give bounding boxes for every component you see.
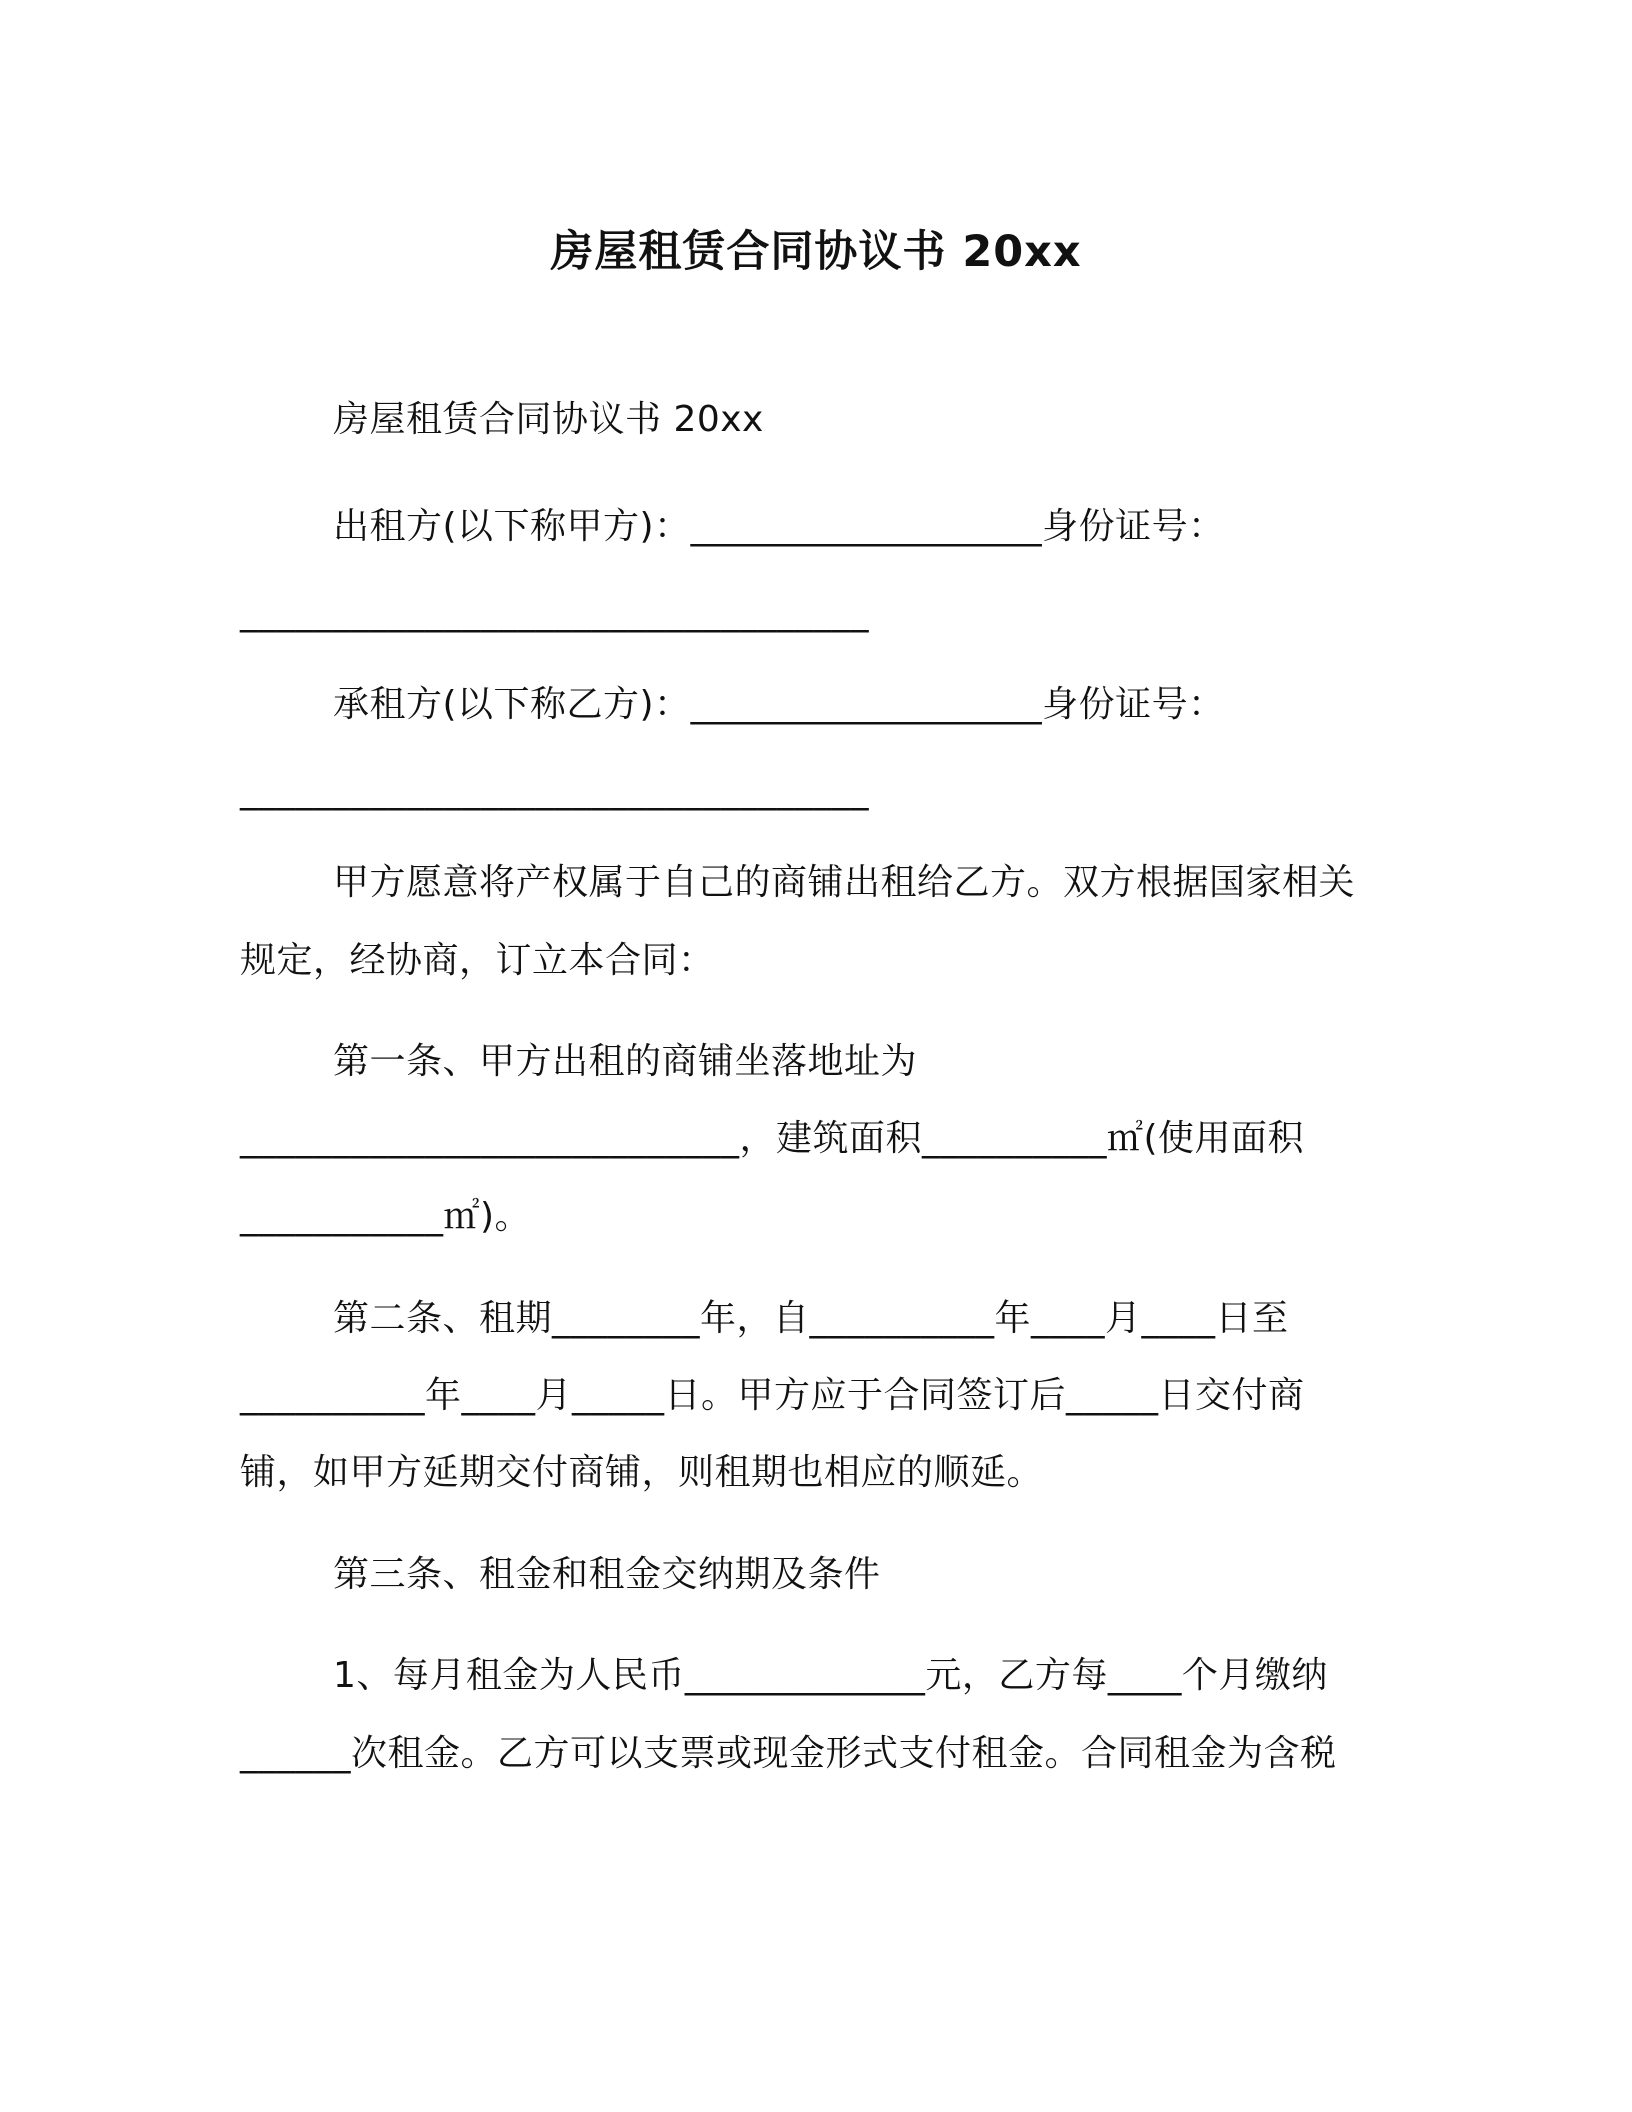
doc-line-subtitle: 房屋租赁合同协议书 20xx xyxy=(333,399,764,440)
doc-line-article-1-area: ___________㎡)。 xyxy=(240,1196,532,1237)
doc-line-article-2-dates: __________年____月_____日。甲方应于合同签订后_____日交付商 xyxy=(240,1375,1305,1416)
doc-line-article-2-delay: 铺，如甲方延期交付商铺，则租期也相应的顺延。 xyxy=(240,1452,1044,1493)
doc-line-preamble-2: 规定，经协商，订立本合同： xyxy=(240,940,715,981)
doc-line-article-1-address: ___________________________，建筑面积__________㎡(使用面积 xyxy=(240,1118,1305,1159)
doc-line-lessor: 出租方(以下称甲方)：___________________身份证号： xyxy=(333,506,1225,547)
document-title: 房屋租赁合同协议书 20xx xyxy=(550,227,1082,277)
doc-line-article-3: 第三条、租金和租金交纳期及条件 xyxy=(333,1554,881,1595)
doc-line-article-2: 第二条、租期________年，自__________年____月____日至 xyxy=(333,1298,1289,1339)
doc-line-lessor-id-blank: __________________________________ xyxy=(240,592,869,633)
doc-line-lessee: 承租方(以下称乙方)：___________________身份证号： xyxy=(333,684,1225,725)
doc-line-preamble-1: 甲方愿意将产权属于自己的商铺出租给乙方。双方根据国家相关 xyxy=(333,862,1356,903)
doc-line-lessee-id-blank: __________________________________ xyxy=(240,770,869,811)
doc-line-article-3-item-1-cont: ______次租金。乙方可以支票或现金形式支付租金。合同租金为含税 xyxy=(240,1733,1337,1774)
doc-line-article-3-item-1: 1、每月租金为人民币_____________元，乙方每____个月缴纳 xyxy=(333,1655,1328,1696)
doc-line-article-1: 第一条、甲方出租的商铺坐落地址为 xyxy=(333,1041,918,1082)
